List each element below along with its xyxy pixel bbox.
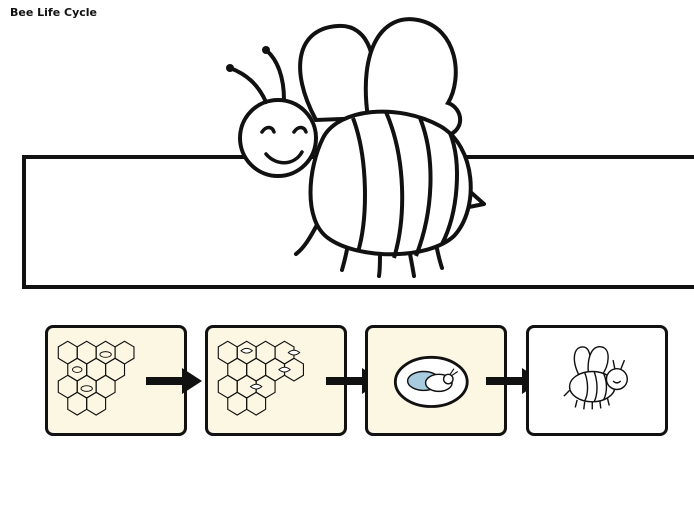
page-title: Bee Life Cycle	[10, 6, 97, 19]
stage-card-adult	[526, 325, 668, 436]
honeycomb-larvae-icon	[208, 328, 344, 433]
adult-bee-icon	[529, 328, 665, 433]
back-wing	[300, 26, 374, 120]
large-bee-drawing	[218, 8, 498, 288]
bee-head	[240, 100, 316, 176]
pupa-in-cell-icon	[368, 328, 504, 433]
arrow-right-icon	[146, 368, 202, 394]
